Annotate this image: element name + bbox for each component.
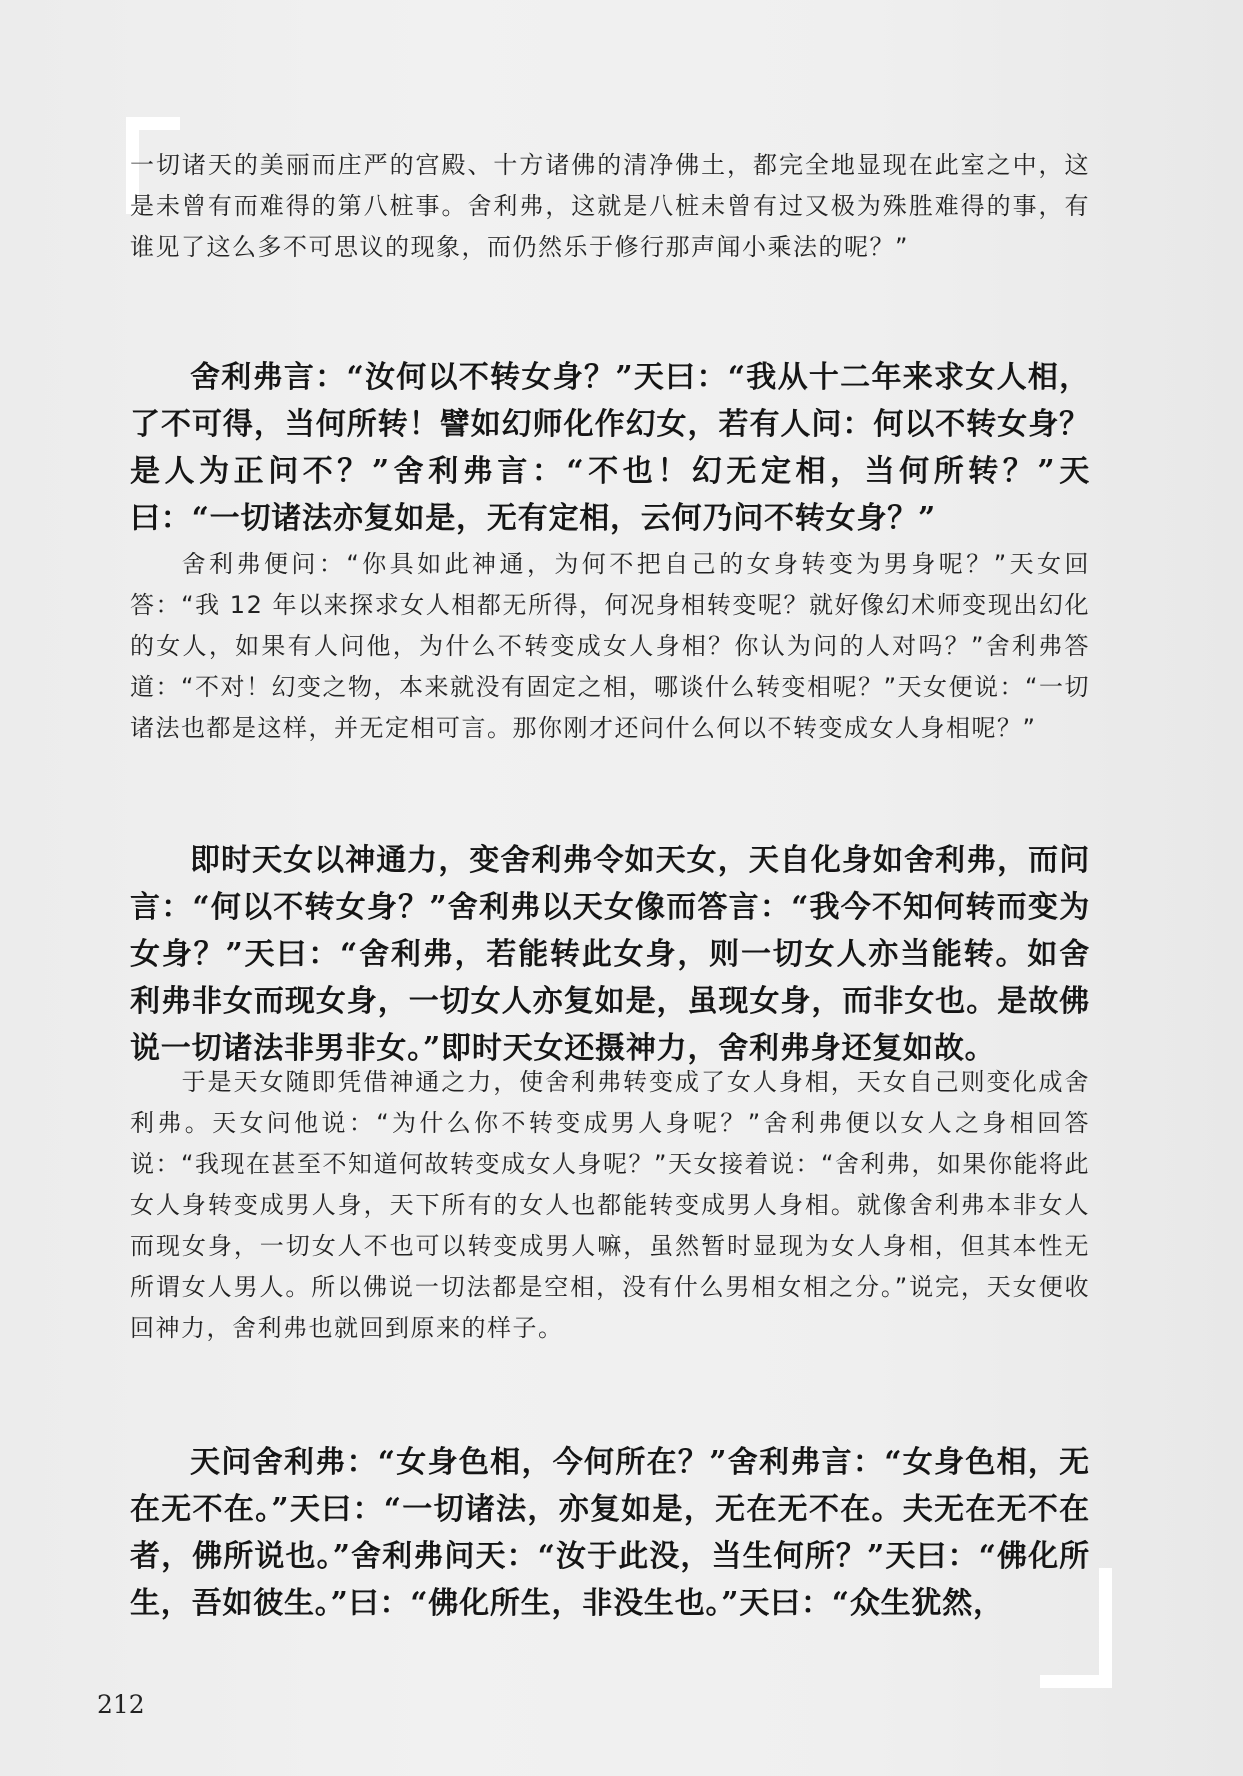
translation-paragraph-2: 舍利弗便问：“你具如此神通，为何不把自己的女身转变为男身呢？”天女回答：“我 12 年以来探求女人相都无所得，何况身相转变呢？就好像幻术师变现出幻化的女人，如果有人问他，为什么不转变成女人身相？你认为问的人对吗？”舍利弗答道：“不对！幻变之物，本来就没有固定之相，哪谈什么转变相呢？”天女便说：“一切诸法也都是这样，并无定相可言。那你刚才还问什么何以不转变成女人身相呢？”: [130, 550, 1090, 742]
translation-paragraph-1: 一切诸天的美丽而庄严的宫殿、十方诸佛的清净佛土，都完全地显现在此室之中，这是未曾有而难得的第八桩事。舍利弗，这就是八桩未曾有过又极为殊胜难得的事，有谁见了这么多不可思议的现象，而仍然乐于修行那声闻小乘法的呢？”: [130, 151, 1090, 261]
original-paragraph-1: 舍利弗言：“汝何以不转女身？”天曰：“我从十二年来求女人相，了不可得，当何所转！譬如幻师化作幻女，若有人问：何以不转女身？是人为正问不？”舍利弗言：“不也！幻无定相，当何所转？”天曰：“一切诸法亦复如是，无有定相，云何乃问不转女身？”: [130, 360, 1090, 536]
page-number: 212: [97, 1690, 145, 1719]
translation-paragraph-3: 于是天女随即凭借神通之力，使舍利弗转变成了女人身相，天女自己则变化成舍利弗。天女问他说：“为什么你不转变成男人身呢？”舍利弗便以女人之身相回答说：“我现在甚至不知道何故转变成女人身呢？”天女接着说：“舍利弗，如果你能将此女人身转变成男人身，天下所有的女人也都能转变成男人身相。就像舍利弗本非女人而现女身，一切女人不也可以转变成男人嘛，虽然暂时显现为女人身相，但其本性无所谓女人男人。所以佛说一切法都是空相，没有什么男相女相之分。”说完，天女便收回神力，舍利弗也就回到原来的样子。: [130, 1068, 1090, 1342]
original-paragraph-3: 天问舍利弗：“女身色相，今何所在？”舍利弗言：“女身色相，无在无不在。”天曰：“一切诸法，亦复如是，无在无不在。夫无在无不在者，佛所说也。”舍利弗问天：“汝于此没，当生何所？”天曰：“佛化所生，吾如彼生。”曰：“佛化所生，非没生也。”天曰：“众生犹然，: [130, 1445, 1090, 1621]
original-paragraph-2: 即时天女以神通力，变舍利弗令如天女，天自化身如舍利弗，而问言：“何以不转女身？”舍利弗以天女像而答言：“我今不知何转而变为女身？”天曰：“舍利弗，若能转此女身，则一切女人亦当能转。如舍利弗非女而现女身，一切女人亦复如是，虽现女身，而非女也。是故佛说一切诸法非男非女。”即时天女还摄神力，舍利弗身还复如故。: [130, 843, 1090, 1066]
